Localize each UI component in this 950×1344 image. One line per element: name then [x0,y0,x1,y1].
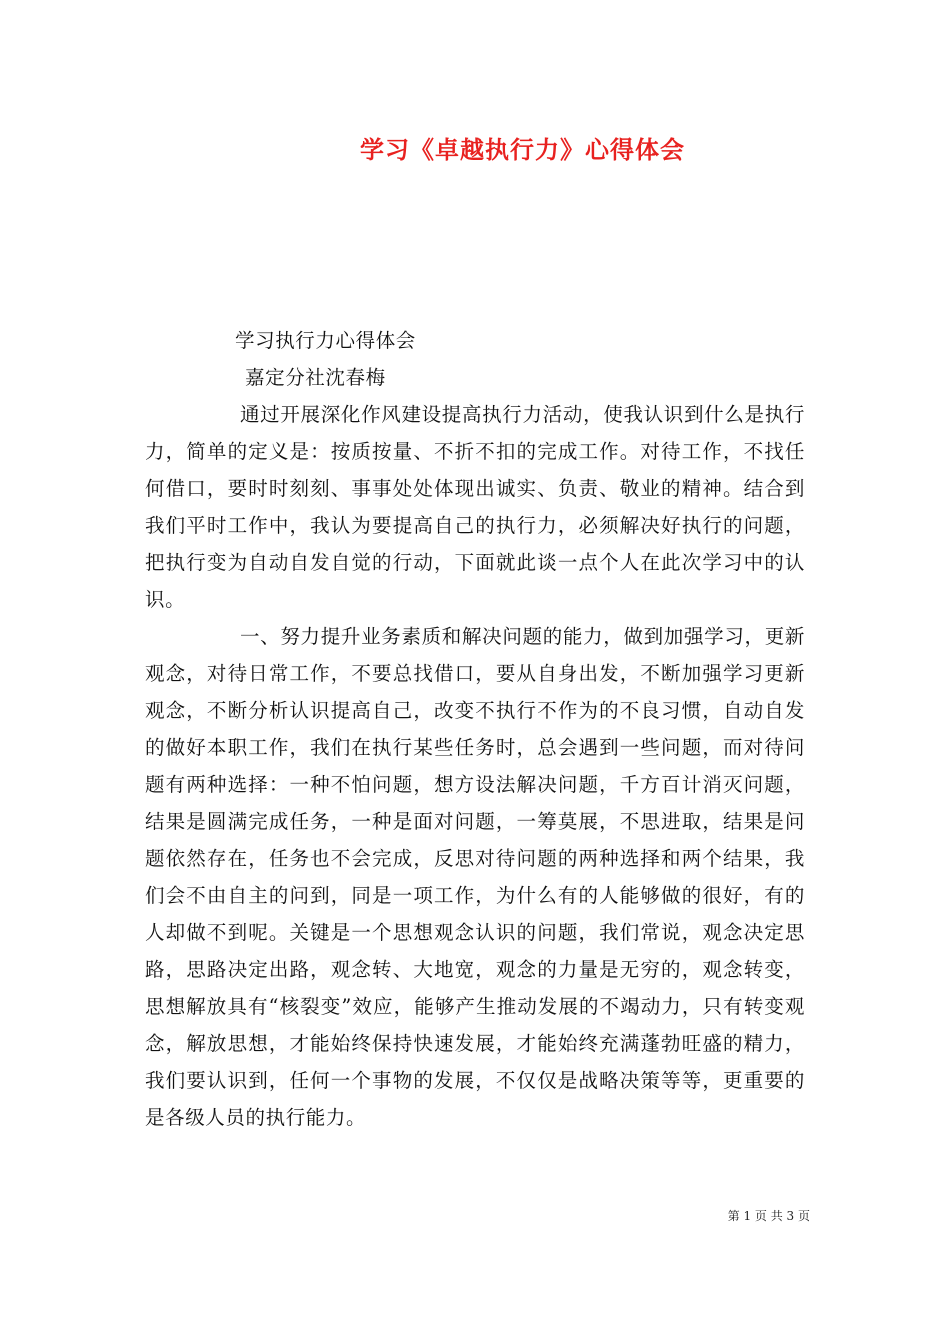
document-author: 嘉定分社沈春梅 [245,366,386,389]
body-paragraph-2: 一、努力提升业务素质和解决问题的能力，做到加强学习，更新观念，对待日常工作，不要总找借口，要从自身出发，不断加强学习更新观念，不断分析认识提高自己，改变不执行不作为的不良习惯，自动自发的做好本职工作，我们在执行某些任务时，总会遇到一些问题，而对待问题有两种选择：一种不怕问题，想方设法解决问题，千方百计消灭问题，结果是圆满完成任务，一种是面对问题，一筹莫展，不思进取，结果是问题依然存在，任务也不会完成，反思对待问题的两种选择和两个结果，我们会不由自主的问到，同是一项工作，为什么有的人能够做的很好，有的人却做不到呢。关键是一个思想观念认识的问题，我们常说，观念决定思路，思路决定出路，观念转、大地宽，观念的力量是无穷的，观念转变，思想解放具有“核裂变”效应，能够产生推动发展的不竭动力，只有转变观念，解放思想，才能始终保持快速发展，才能始终充满蓬勃旺盛的精力，我们要认识到，任何一个事物的发展，不仅仅是战略决策等等，更重要的是各级人员的执行能力。 [145,625,805,1129]
body-paragraph-1: 通过开展深化作风建设提高执行力活动，使我认识到什么是执行力，简单的定义是：按质按量、不折不扣的完成工作。对待工作，不找任何借口，要时时刻刻、事事处处体现出诚实、负责、敬业的精神。结合到我们平时工作中，我认为要提高自己的执行力，必须解决好执行的问题，把执行变为自动自发自觉的行动，下面就此谈一点个人在此次学习中的认识。 [145,403,805,611]
page-number-footer: 第 1 页 共 3 页 [727,1209,810,1223]
document-subtitle: 学习执行力心得体会 [235,329,416,352]
document-title: 学习《卓越执行力》心得体会 [360,135,685,164]
document-body [145,322,805,1136]
